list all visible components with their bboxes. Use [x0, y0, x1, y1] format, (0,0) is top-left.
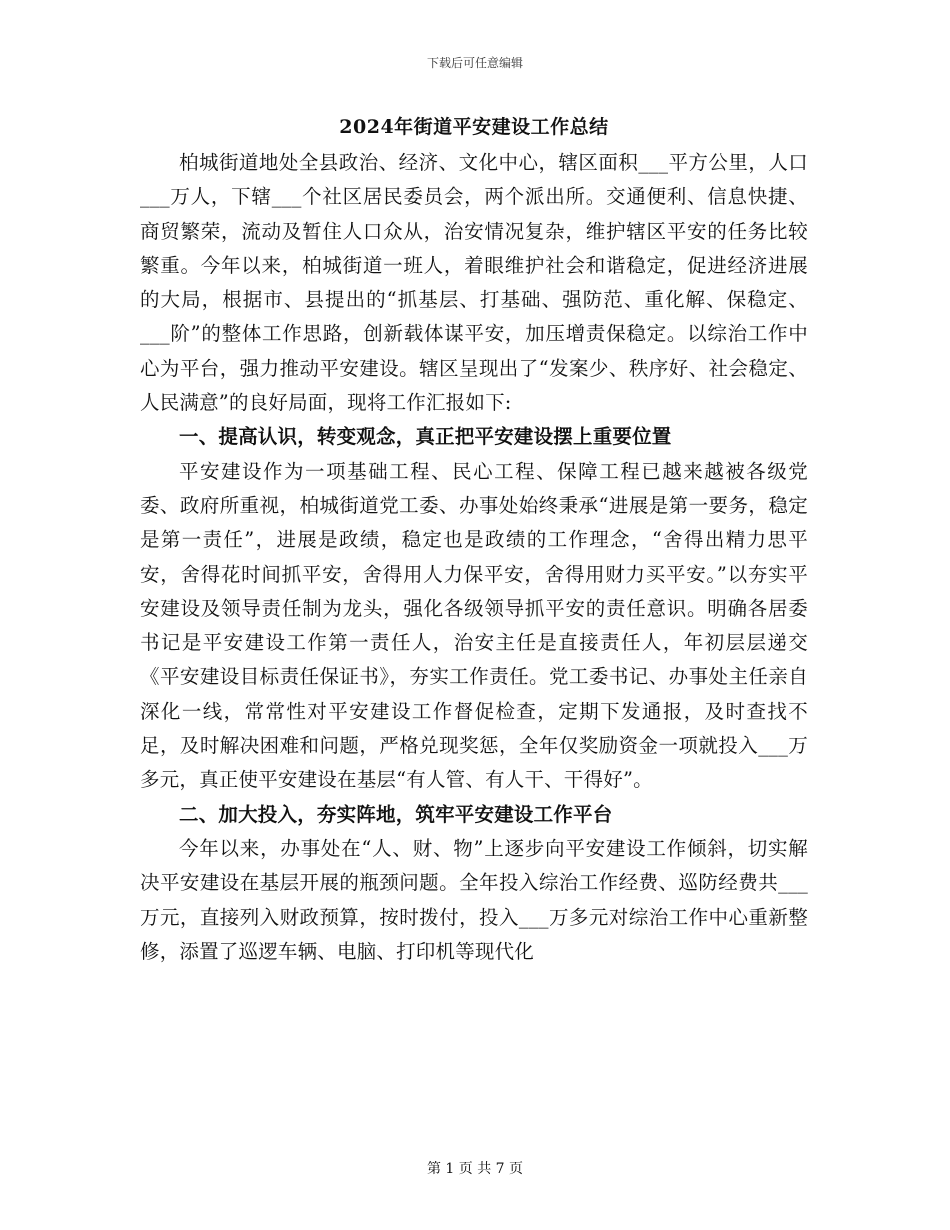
header-note: 下载后可任意编辑 [426, 56, 523, 70]
section-heading-1: 一、提高认识，转变观念，真正把平安建设摆上重要位置 [179, 425, 672, 449]
section-heading-2: 二、加大投入，夯实阵地，筑牢平安建设工作平台 [179, 802, 613, 826]
paragraph-section-2: 今年以来，办事处在“人、财、物”上逐步向平安建设工作倾斜，切实解决平安建设在基层开展的瓶颈问题。全年投入综治工作经费、巡防经费共___万元，直接列入财政预算，按时拨付，投入___万多元对综治工作中心重新整修，添置了巡逻车辆、电脑、打印机等现代化 [140, 836, 808, 963]
paragraph-intro: 柏城街道地处全县政治、经济、文化中心，辖区面积___平方公里，人口___万人，下辖___个社区居民委员会，两个派出所。交通便利、信息快捷、商贸繁荣，流动及暂住人口众从，治安情况复杂，维护辖区平安的任务比较繁重。今年以来，柏城街道一班人，着眼维护社会和谐稳定，促进经济进展的大局，根据市、县提出的“抓基层、打基础、强防范、重化解、保稳定、___阶”的整体工作思路，创新载体谋平安，加压增责保稳定。以综治工作中心为平台，强力推动平安建设。辖区呈现出了“发案少、秩序好、社会稳定、人民满意”的良好局面，现将工作汇报如下: [140, 151, 808, 415]
paragraph-section-1: 平安建设作为一项基础工程、民心工程、保障工程已越来越被各级党委、政府所重视，柏城街道党工委、办事处始终秉承“进展是第一要务，稳定是第一责任”，进展是政绩，稳定也是政绩的工作理念，“舍得出精力思平安，舍得花时间抓平安，舍得用人力保平安，舍得用财力买平安。”以夯实平安建设及领导责任制为龙头，强化各级领导抓平安的责任意识。明确各居委书记是平安建设工作第一责任人，治安主任是直接责任人，年初层层递交《平安建设目标责任保证书》，夯实工作责任。党工委书记、办事处主任亲自深化一线，常常性对平安建设工作督促检查，定期下发通报，及时查找不足，及时解决困难和问题，严格兑现奖惩，全年仅奖励资金一项就投入___万多元，真正使平安建设在基层“有人管、有人干、干得好”。 [140, 459, 808, 792]
page-number: 第 1 页 共 7 页 [426, 1161, 524, 1177]
document-title: 2024年街道平安建设工作总结 [339, 116, 609, 138]
document-body [140, 112, 808, 969]
